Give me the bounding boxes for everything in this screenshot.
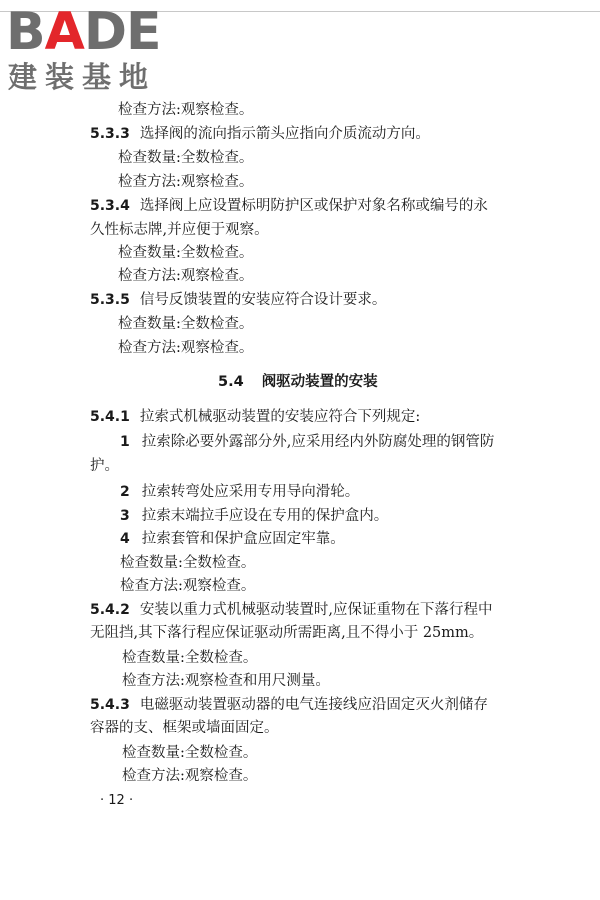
clause-text: 信号反馈装置的安装应符合设计要求。 bbox=[139, 292, 387, 308]
item-number: 3 bbox=[120, 508, 130, 524]
clause-text: 选择阀上应设置标明防护区或保护对象名称或编号的永 bbox=[139, 198, 488, 214]
clause-number: 5.4.2 bbox=[90, 602, 130, 618]
logo-wordmark: BADE bbox=[6, 2, 161, 62]
clause-5-3-5 bbox=[90, 290, 386, 310]
inspection-quantity-line: 检查数量:全数检查。 bbox=[120, 555, 256, 571]
inspection-method-line: 检查方法:观察检查。 bbox=[118, 268, 254, 284]
clause-continuation: 容器的支、框架或墙面固定。 bbox=[90, 720, 279, 736]
inspection-quantity-line: 检查数量:全数检查。 bbox=[122, 745, 258, 761]
clause-number: 5.4.1 bbox=[90, 409, 130, 425]
item-number: 1 bbox=[120, 434, 130, 450]
clause-text: 安装以重力式机械驱动装置时,应保证重物在下落行程中 bbox=[139, 602, 493, 618]
item-number: 4 bbox=[120, 531, 130, 547]
item-number: 2 bbox=[120, 484, 130, 500]
list-item-3 bbox=[120, 506, 388, 526]
clause-number: 5.3.3 bbox=[90, 126, 130, 142]
list-item-2 bbox=[120, 482, 359, 502]
item-text: 拉索套管和保护盒应固定牢靠。 bbox=[141, 531, 345, 547]
inspection-method-line: 检查方法:观察检查。 bbox=[118, 174, 254, 190]
list-item-1 bbox=[120, 432, 494, 452]
clause-text: 拉索式机械驱动装置的安装应符合下列规定: bbox=[139, 409, 421, 425]
clause-continuation: 久性标志牌,并应便于观察。 bbox=[90, 222, 269, 238]
clause-number: 5.3.5 bbox=[90, 292, 130, 308]
logo-subtitle: 建装基地 bbox=[8, 60, 157, 94]
clause-5-3-4 bbox=[90, 196, 488, 216]
section-title: 阀驱动装置的安装 bbox=[261, 374, 378, 390]
clause-number: 5.4.3 bbox=[90, 697, 130, 713]
item-text: 拉索转弯处应采用专用导向滑轮。 bbox=[141, 484, 360, 500]
section-heading-5-4 bbox=[218, 372, 378, 392]
section-number: 5.4 bbox=[218, 374, 244, 390]
clause-5-4-1 bbox=[90, 407, 420, 427]
page-number: · 12 · bbox=[100, 793, 134, 808]
item-text: 拉索末端拉手应设在专用的保护盒内。 bbox=[141, 508, 389, 524]
clause-text: 选择阀的流向指示箭头应指向介质流动方向。 bbox=[139, 126, 430, 142]
inspection-quantity-line: 检查数量:全数检查。 bbox=[122, 650, 258, 666]
inspection-method-line: 检查方法:观察检查。 bbox=[118, 102, 254, 118]
inspection-method-line: 检查方法:观察检查和用尺测量。 bbox=[122, 673, 330, 689]
clause-5-4-2 bbox=[90, 600, 492, 620]
clause-number: 5.3.4 bbox=[90, 198, 130, 214]
inspection-method-line: 检查方法:观察检查。 bbox=[118, 340, 254, 356]
inspection-quantity-line: 检查数量:全数检查。 bbox=[118, 245, 254, 261]
clause-continuation: 无阻挡,其下落行程应保证驱动所需距离,且不得小于 25mm。 bbox=[90, 625, 484, 641]
inspection-method-line: 检查方法:观察检查。 bbox=[120, 578, 256, 594]
list-item-4 bbox=[120, 529, 345, 549]
item-text: 拉索除必要外露部分外,应采用经内外防腐处理的钢管防 bbox=[141, 434, 495, 450]
clause-text: 电磁驱动装置驱动器的电气连接线应沿固定灭火剂储存 bbox=[139, 697, 488, 713]
clause-5-4-3 bbox=[90, 695, 488, 715]
clause-5-3-3 bbox=[90, 124, 430, 144]
bade-logo bbox=[6, 4, 181, 94]
list-item-continuation: 护。 bbox=[90, 458, 119, 474]
inspection-quantity-line: 检查数量:全数检查。 bbox=[118, 150, 254, 166]
inspection-method-line: 检查方法:观察检查。 bbox=[122, 768, 258, 784]
inspection-quantity-line: 检查数量:全数检查。 bbox=[118, 316, 254, 332]
